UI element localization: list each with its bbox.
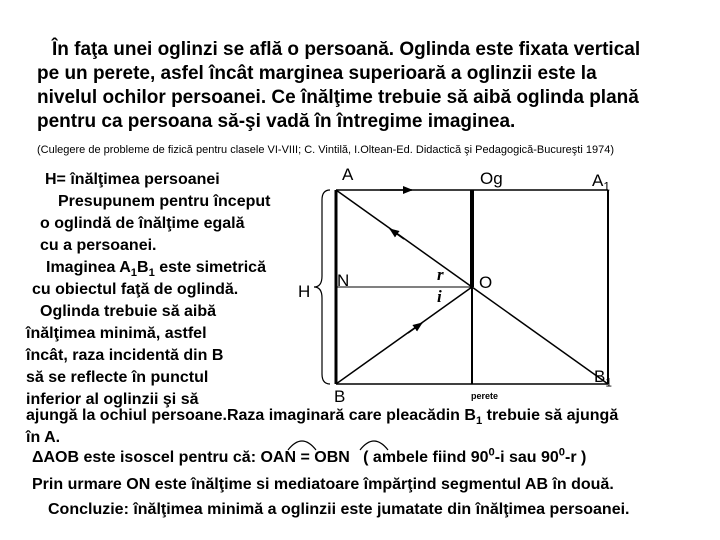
image-ray <box>472 287 608 384</box>
point-n-label: N <box>337 271 350 290</box>
mirror-og-label: Og <box>480 169 503 188</box>
note-h: H= înălţimea persoanei <box>45 171 220 188</box>
subscript-1: 1 <box>605 375 612 390</box>
note-line-11: inferior al oglinzii şi să <box>26 391 199 408</box>
point-b-label: B <box>334 387 346 406</box>
angle-r-label: r <box>437 265 444 284</box>
paragraph-line-1: ajungă la ochiul persoane.Raza imaginară care pleacădin $B_1$ trebuie să ajungă <box>26 407 619 428</box>
point-b1-label: $B_1$ <box>594 367 612 390</box>
point-o-label: O <box>479 273 493 292</box>
note-line-8: înălţimea minimă, astfel <box>26 325 207 342</box>
point-a-label: A <box>342 165 354 184</box>
note-line-3: o oglindă de înălţime egală <box>40 215 245 232</box>
subscript-1: 1 <box>603 179 610 194</box>
problem-line-4: pentru ca persoana să-şi vadă în întregime imaginea. <box>37 111 516 132</box>
note-line-10: să se reflecte în punctul <box>26 369 209 386</box>
problem-line-3: nivelul ochilor persoanei. Ce înălţime trebuie să aibă oglinda plană <box>37 87 639 108</box>
source-citation: (Culegere de probleme de fizică pentru clasele VI-VIII; C. Vintilă, I.Oltean-Ed. Didactică şi Pedagogică-Bucureşti 1974) <box>37 144 614 156</box>
point-a1-label: $A_1$ <box>592 171 610 194</box>
isosceles-line: ΔAOB este isoscel pentru că: OAN = OBN ( ambele fiind $90^0-i$ sau $90^0-r$ ) <box>32 446 587 466</box>
angle-i-label: i <box>437 287 442 306</box>
note-line-5: Imaginea $A_1B_1$ este simetrică <box>46 259 266 280</box>
note-line-6: cu obiectul faţă de oglindă. <box>32 281 239 298</box>
paragraph-line-2: în A. <box>26 429 61 446</box>
reflected-arrow <box>390 229 404 239</box>
note-line-4: cu a persoanei. <box>40 237 157 254</box>
note-line-7: Oglinda trebuie să aibă <box>40 303 217 320</box>
wall-label: perete <box>471 391 499 401</box>
problem-line-2: pe un perete, asfel încât marginea superioară a oglinzii este la <box>37 63 597 84</box>
height-h-label: H <box>298 282 311 301</box>
conclusion-line: Concluzie: înălţimea minimă a oglinzii este jumatate din înălţimea persoanei. <box>48 501 630 518</box>
note-line-2: Presupunem pentru început <box>58 193 271 210</box>
bisector-line: Prin urmare ON este înălţime si mediatoare împărţind segmentul AB în două. <box>32 476 614 493</box>
note-line-9: încât, raza incidentă din B <box>26 347 224 364</box>
problem-line-1: În faţa unei oglinzi se află o persoană. Oglinda este fixata vertical <box>52 39 641 60</box>
incident-ray <box>336 287 472 384</box>
height-brace <box>314 190 330 384</box>
incident-arrow <box>408 323 422 333</box>
